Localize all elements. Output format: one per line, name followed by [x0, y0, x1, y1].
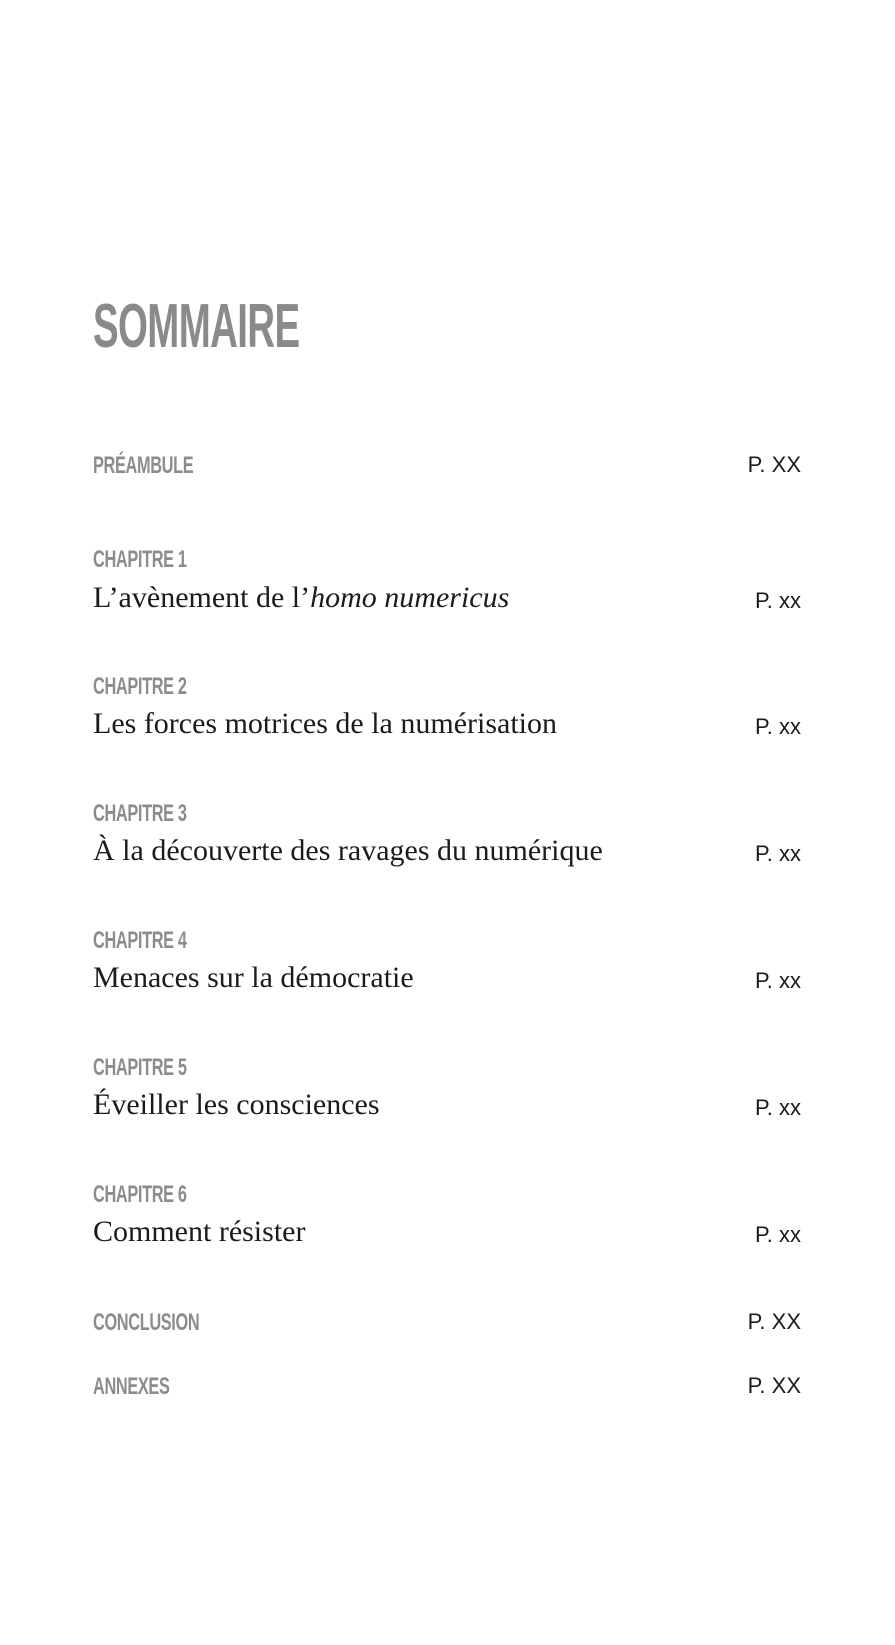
annexes-label: ANNEXES — [93, 1373, 170, 1400]
page-title: SOMMAIRE — [93, 292, 300, 361]
chapter-3-page-ref: P. xx — [754, 841, 801, 866]
chapter-6-label: CHAPITRE 6 — [93, 1181, 187, 1208]
chapter-2-page-ref: P. xx — [754, 714, 801, 739]
preamble-label: PRÉAMBULE — [93, 452, 194, 479]
chapter-5-title: Éveiller les consciences — [93, 1088, 380, 1121]
chapter-1-label: CHAPITRE 1 — [93, 546, 187, 573]
chapter-6-page-ref: P. xx — [754, 1222, 801, 1247]
chapter-1-title-prefix: L’avènement de l’ — [93, 581, 311, 614]
chapter-6-title: Comment résister — [93, 1215, 306, 1248]
chapter-3-title: À la découverte des ravages du numérique — [93, 834, 603, 867]
chapter-5-label: CHAPITRE 5 — [93, 1054, 187, 1081]
chapter-1-title — [93, 580, 509, 616]
preamble-page-ref: P. XX — [747, 452, 801, 477]
conclusion-label: CONCLUSION — [93, 1309, 200, 1336]
annexes-page-ref: P. XX — [747, 1373, 801, 1398]
conclusion-page-ref: P. XX — [747, 1309, 801, 1334]
chapter-5-page-ref: P. xx — [754, 1095, 801, 1120]
chapter-4-label: CHAPITRE 4 — [93, 927, 187, 954]
chapter-3-label: CHAPITRE 3 — [93, 800, 187, 827]
chapter-1-title-italic: homo numericus — [310, 581, 510, 614]
chapter-2-title: Les forces motrices de la numérisation — [93, 707, 558, 740]
chapter-2-label: CHAPITRE 2 — [93, 673, 187, 700]
chapter-1-page-ref: P. xx — [754, 588, 801, 613]
chapter-4-page-ref: P. xx — [754, 968, 801, 993]
chapter-4-title: Menaces sur la démocratie — [93, 961, 414, 994]
